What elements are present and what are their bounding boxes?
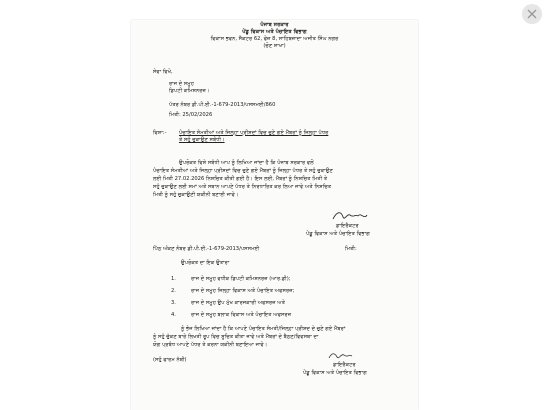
dept-heading: ਪੇਂਡੂ ਵਿਕਾਸ ਅਤੇ ਪੰਚਾਇਤ ਵਿਭਾਗ bbox=[242, 29, 307, 35]
subject-line-2: ਤੇ ਸਹੁੰ ਚੁਕਾਉਣ ਸਬੰਧੀ। bbox=[179, 137, 225, 143]
recipient-item: ਰਾਜ ਦੇ ਸਮੂਹ ਵਧੀਕ ਡਿਪਟੀ ਕਮਿਸ਼ਨਰਜ਼ (ਆਰ.ਡੀ); bbox=[191, 276, 291, 282]
endorsement-signer-department: ਪੇਂਡੂ ਵਿਕਾਸ ਅਤੇ ਪੰਚਾਇਤ ਵਿਭਾਗ bbox=[303, 370, 367, 376]
subject-label: ਵਿਸ਼ਾ:- bbox=[153, 130, 167, 136]
signature-mark bbox=[331, 209, 381, 223]
body-line: ਸਹੁੰ ਚੁਕਾਉਣ ਲਈ ਸਮਾਂ ਅਤੇ ਸਥਾਨ ਆਪਣੇ ਪੱਧਰ ਤੇ ਨਿਰਧਾਰਿਤ ਕਰ ਲਿਆ ਜਾਵੇ ਅਤੇ ਨਿਸ਼ਚਿਤ bbox=[153, 184, 332, 190]
recipient-number: 4. bbox=[171, 312, 176, 318]
copy-line: ਉਪਰੋਕਤ ਦਾ ਇਕ ਉਤਾਰਾ bbox=[181, 260, 230, 266]
subject-line-1: ਪੰਚਾਇਤ ਸੰਮਤੀਆਂ ਅਤੇ ਜਿਲ੍ਹਾ ਪ੍ਰੀਸ਼ਦਾਂ ਵਿਚ ਚੁਣੇ ਗਏ ਮੈਂਬਰਾਂ ਨੂੰ ਜਿਲ੍ਹਾ ਪੱਧਰ bbox=[179, 130, 329, 136]
endorsement-signer-title: ਡਾਇਰੈਕਟਰ bbox=[333, 362, 356, 368]
recipient-number: 3. bbox=[171, 300, 176, 306]
endorsement-body-line: ਨੂੰ ਸਹੁੰ ਚੁੱਕਣ ਬਾਰੇ ਲਿਖਤੀ ਰੂਪ ਵਿਚ ਸੂਚਿਤ ਕੀਤਾ ਜਾਵੇ ਅਤੇ ਮੈਂਬਰਾਂ ਦੇ ਬੈਠਣ/ਵਿਵਸਥਾ ਦਾ bbox=[153, 334, 319, 340]
signer-title: ਡਾਇਰੈਕਟਰ bbox=[336, 223, 359, 229]
body-line: ਮਿਤੀ ਨੂੰ ਸਹੁੰ ਚੁਕਾਉਣੀ ਯਕੀਨੀ ਬਣਾਈ ਜਾਵੇ। bbox=[153, 192, 239, 198]
body-line: ਲਈ ਮਿਤੀ 27.02.2026 ਨਿਸ਼ਚਿਤ ਕੀਤੀ ਗਈ ਹੈ। ਇਸ ਲਈ, ਮੈਂਬਰਾਂ ਨੂੰ ਨਿਸ਼ਚਿਤ ਮਿਤੀ ਤੇ bbox=[153, 176, 328, 182]
enclosure-note: (ਸਹੁੰ ਫਾਰਮ ਨੱਥੀ) bbox=[153, 357, 187, 363]
to-line-2: ਡਿਪਟੀ ਕਮਿਸ਼ਨਰਜ਼। bbox=[169, 88, 210, 94]
recipient-item: ਰਾਜ ਦੇ ਸਮੂਹ ਜਿਲ੍ਹਾ ਵਿਕਾਸ ਅਤੇ ਪੰਚਾਇਤ ਅਫਸਰਜ਼; bbox=[191, 288, 295, 294]
recipient-item: ਰਾਜ ਦੇ ਸਮੂਹ ਉਪ ਮੁੱਖ ਕਾਰਜਕਾਰੀ ਅਫਸਰਜ਼ ਅਤੇ bbox=[191, 300, 286, 306]
recipient-number: 2. bbox=[171, 288, 176, 294]
reference-number: ਪੱਤਰ ਨੰਬਰ ਡੀ.ਪੀ.ਈ.-1-679-2013/ਪਸਸਮਈ/860 bbox=[169, 102, 276, 108]
endorsement-body-line: ਯੋਗ ਪ੍ਰਬੰਧ ਆਪਣੇ ਪੱਧਰ ਤੇ ਕਰਨਾ ਯਕੀਨੀ ਬਣਾਇਆ ਜਾਵੇ। bbox=[153, 342, 268, 348]
govt-heading: ਪੰਜਾਬ ਸਰਕਾਰ bbox=[260, 22, 289, 28]
letter-date: ਮਿਤੀ: 25/02/2026 bbox=[169, 112, 213, 118]
to-label: ਸੇਵਾ ਵਿਖੇ, bbox=[153, 69, 173, 75]
close-button[interactable] bbox=[522, 4, 542, 24]
endorsement-date-label: ਮਿਤੀ: bbox=[345, 246, 357, 252]
recipient-item: ਰਾਜ ਦੇ ਸਮੂਹ ਬਲਾਕ ਵਿਕਾਸ ਅਤੇ ਪੰਚਾਇਤ ਅਫਸਰਜ਼ bbox=[191, 312, 292, 318]
close-icon bbox=[527, 9, 537, 19]
to-line-1: ਰਾਜ ਦੇ ਸਮੂਹ bbox=[169, 81, 194, 87]
dept-address: ਵਿਕਾਸ ਭਵਨ, ਸੈਕਟਰ 62, ਫੇਜ਼ 8, ਸਾਹਿਬਜ਼ਾਦਾ ਅਜੀਤ ਸਿੰਘ ਨਗਰ bbox=[210, 36, 339, 42]
recipient-number: 1. bbox=[171, 276, 176, 282]
signer-department: ਪੇਂਡੂ ਵਿਕਾਸ ਅਤੇ ਪੰਚਾਇਤ ਵਿਭਾਗ bbox=[306, 231, 370, 237]
signature-mark bbox=[327, 350, 367, 362]
endorsement-body-line: ਨੂੰ ਭੇਜ ਲਿਖਿਆ ਜਾਂਦਾ ਹੈ ਕਿ ਆਪਣੇ ਪੰਚਾਇਤ ਸੰਮਤੀ/ਜਿਲ੍ਹਾ ਪ੍ਰੀਸ਼ਦ ਦੇ ਚੁਣੇ ਗਏ ਮੈਂਬਰਾਂ bbox=[181, 326, 346, 332]
body-line: ਪੰਚਾਇਤ ਸੰਮਤੀਆਂ ਅਤੇ ਜਿਲ੍ਹਾ ਪ੍ਰੀਸ਼ਦਾਂ ਵਿਚ ਚੁਣੇ ਗਏ ਮੈਂਬਰਾਂ ਨੂੰ ਜਿਲ੍ਹਾ ਪੱਧਰ ਤੇ ਸਹੁੰ ਚੁਕਾਉਣ bbox=[153, 168, 333, 174]
body-line: ਉਪਰੋਕਤ ਵਿਸ਼ੇ ਸਬੰਧੀ ਆਪ ਨੂੰ ਲਿਖਿਆ ਜਾਂਦਾ ਹੈ ਕਿ ਪੰਜਾਬ ਸਰਕਾਰ ਵਲੋਂ bbox=[179, 160, 314, 166]
branch-name: (ਚੋਣ ਸ਼ਾਖਾ) bbox=[263, 43, 286, 49]
document-page bbox=[131, 20, 418, 410]
endorsement-reference: ਪਿੱਠ ਅੰਕਣ ਨੰਬਰ ਡੀ.ਪੀ.ਈ.-1-679-2013/ਪਸਸਮਈ bbox=[153, 246, 260, 252]
